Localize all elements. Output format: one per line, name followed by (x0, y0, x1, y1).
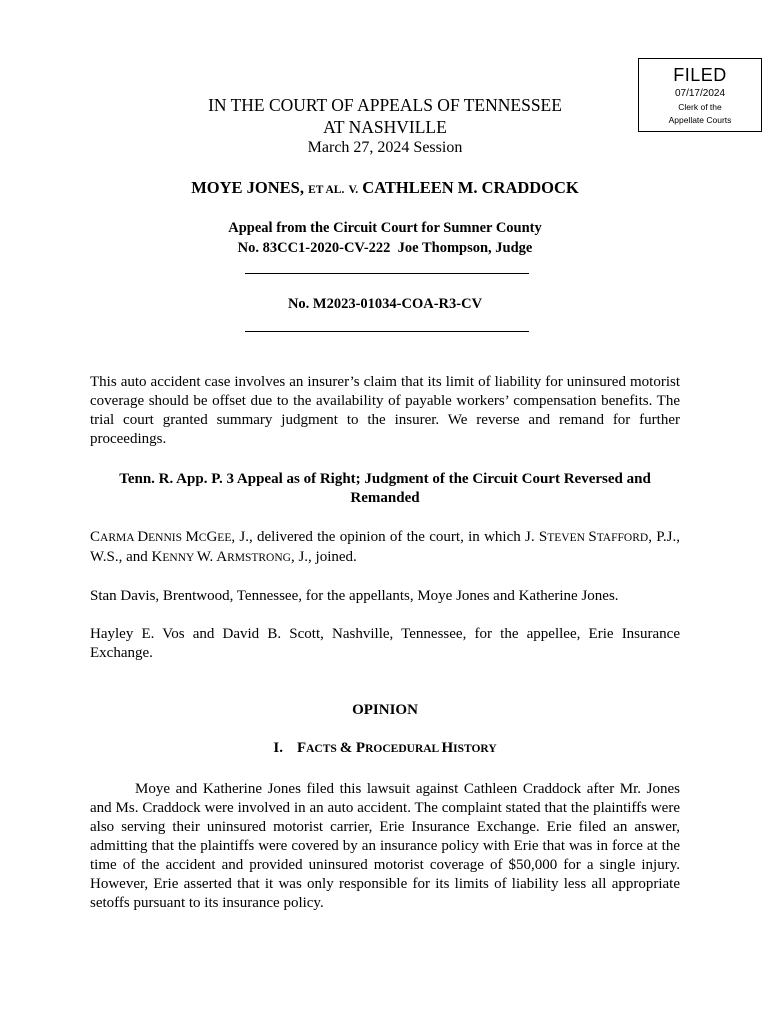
judge-text: , J., joined. (290, 549, 357, 565)
judge-text: W. A (196, 549, 228, 565)
body-paragraph: Moye and Katherine Jones filed this lawsuit against Cathleen Craddock after Mr. Jones and Ms. Craddock were involved in an auto accident. The complaint stated that the plaintiffs were also serving their uninsured motorist carrier, Erie Insurance Exchange. Erie filed an answer, admitting that the plaintiffs were covered by an insurance policy with Erie that was in force at the time of the accident and provided uninsured motorist coverage of $50,000 for a single injury. However, Erie asserted that it was only responsible for its limits of liability less all appropriate setoffs pursuant to its insurance policy. (90, 781, 680, 911)
attorneys-appellants: Stan Davis, Brentwood, Tennessee, for the appellants, Moye Jones and Katherine Jones. (90, 588, 619, 604)
session-date: March 27, 2024 Session (307, 139, 463, 156)
filed-stamp-title: FILED (673, 65, 727, 85)
court-name: IN THE COURT OF APPEALS OF TENNESSEE (208, 95, 562, 115)
divider-bottom (245, 331, 529, 332)
judge-text: S (538, 529, 548, 545)
judge-text: K (151, 549, 163, 565)
docket-number: No. M2023-01034-COA-R3-CV (287, 296, 483, 312)
section-title-part: ISTORY (453, 743, 497, 755)
judge-text: ENNY (162, 552, 197, 564)
section-title-part: ROCEDURAL (365, 743, 442, 755)
section-title-part: & P (339, 740, 366, 756)
caption-party2: CATHLEEN M. CRADDOCK (362, 178, 579, 197)
caption-party1: MOYE JONES, (191, 178, 304, 197)
judge-text: ARMA (100, 532, 138, 544)
section-title-part: F (296, 740, 307, 756)
judge-text: S (588, 529, 597, 545)
caption-et-al: ET AL. (308, 184, 345, 196)
filed-stamp-clerk: Clerk of the (678, 102, 722, 112)
filed-stamp-courts: Appellate Courts (668, 115, 732, 125)
section-title-part: H (441, 740, 454, 756)
judge-text: RMSTRONG (227, 552, 291, 564)
case-caption (90, 178, 680, 198)
judge-text: G (206, 529, 218, 545)
judge-text: C (198, 532, 207, 544)
judge-text: TEVEN (547, 532, 589, 544)
court-heading (90, 94, 680, 138)
case-summary: This auto accident case involves an insurer’s claim that its limit of liability for uninsured motorist coverage should be offset due to the availability of payable workers’ compensation benefits. The trial court granted summary judgment to the insurer. We reverse and remand for further proceedings. (90, 374, 680, 447)
divider-top (245, 273, 529, 274)
judges-line (90, 528, 680, 568)
disposition: Tenn. R. App. P. 3 Appeal as of Right; Judgment of the Circuit Court Reversed and Remanded (119, 471, 651, 506)
opinion-heading: OPINION (352, 702, 418, 718)
attorneys-appellee: Hayley E. Vos and David B. Scott, Nashville, Tennessee, for the appellee, Erie Insurance Exchange. (90, 626, 680, 661)
section-heading (90, 740, 680, 757)
appeal-case-judge: No. 83CC1-2020-CV-222 Joe Thompson, Judge (237, 240, 533, 256)
judge-text: C (90, 529, 101, 545)
section-number: I. (273, 740, 283, 756)
section-title-part: ACTS (306, 743, 340, 755)
judge-text: , P.J., W.S., and (90, 529, 680, 565)
judge-text: D (137, 529, 149, 545)
judge-text: M (185, 529, 199, 545)
judge-text: TAFFORD (596, 532, 649, 544)
judge-text: ENNIS (148, 532, 186, 544)
court-location: AT NASHVILLE (323, 117, 447, 137)
judge-text: , J., delivered the opinion of the court, in which J. (231, 529, 539, 545)
filed-stamp-date: 07/17/2024 (674, 88, 726, 99)
appeal-info (90, 218, 680, 258)
appeal-court: Appeal from the Circuit Court for Sumner County (228, 220, 542, 236)
caption-versus: V. (348, 184, 359, 196)
judge-text: EE (217, 532, 232, 544)
